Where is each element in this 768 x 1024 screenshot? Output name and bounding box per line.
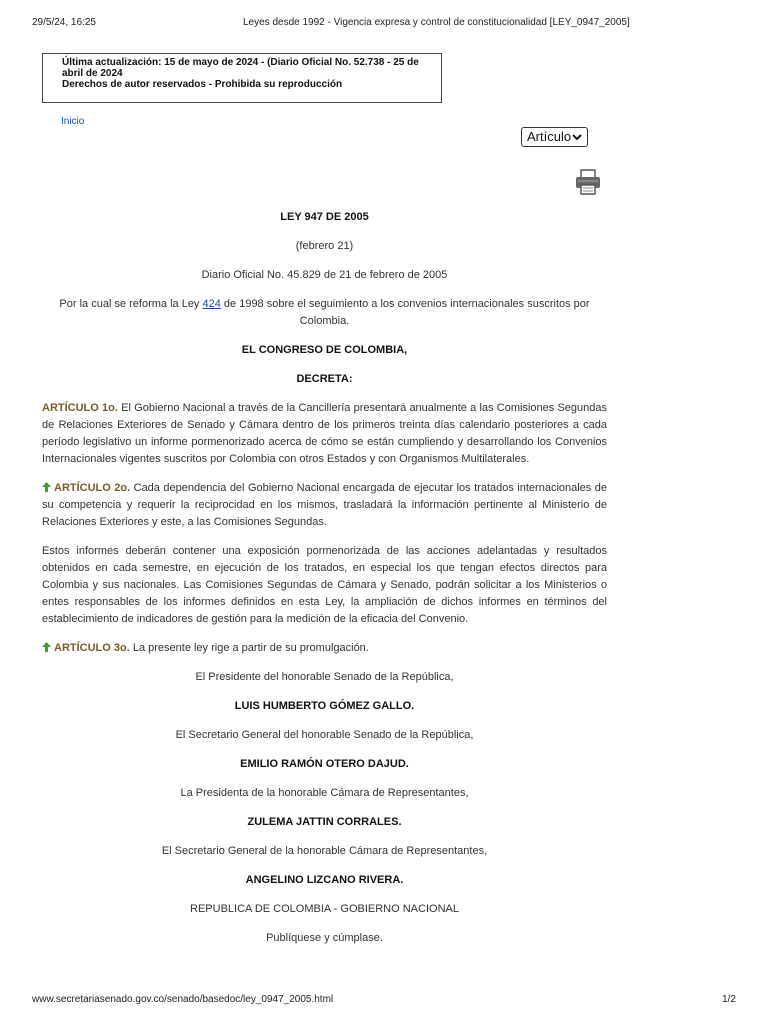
law-subject-text-end: de 1998 sobre el seguimiento a los convenios internacionales suscritos por Colombia. xyxy=(220,298,590,327)
article-1 xyxy=(42,400,607,468)
print-date: 29/5/24, 16:25 xyxy=(32,17,96,28)
page-number: 1/2 xyxy=(722,994,736,1005)
article-1-text: El Gobierno Nacional a través de la Cancillería presentará anualmente a las Comisiones Segundas de Relaciones Exteriores de Senado y Cámara dentro de los primeros treinta días calendario posteriores a cada período legislativo un informe pormenorizado acerca de cómo se están cumpliendo y desarrollando los Convenios Internacionales vigentes suscritos por Colombia con otros Estados y con Organismos Multilaterales. xyxy=(42,402,608,465)
law-subject xyxy=(42,296,607,330)
article-select-value: Artículo xyxy=(527,129,572,144)
print-title: Leyes desde 1992 - Vigencia expresa y control de constitucionalidad [LEY_0947_2005] xyxy=(243,17,630,28)
up-arrow-icon[interactable] xyxy=(42,642,51,652)
signatory-role: El Secretario General del honorable Senado de la República, xyxy=(175,729,474,741)
article-3-heading: ARTÍCULO 3o. xyxy=(54,642,130,654)
gazette-reference: Diario Oficial No. 45.829 de 21 de febrero de 2005 xyxy=(201,269,448,281)
chevron-down-icon xyxy=(572,131,582,143)
print-header xyxy=(32,17,736,31)
print-footer xyxy=(32,994,736,1008)
law-subject-text: Por la cual se reforma la Ley xyxy=(59,298,203,310)
signatory-name: ANGELINO LIZCANO RIVERA. xyxy=(245,874,404,886)
printer-icon[interactable] xyxy=(574,168,602,196)
update-notice-line: Última actualización: 15 de mayo de 2024 - (Diario Oficial No. 52.738 - 25 de abril de 2024 xyxy=(62,57,419,79)
signatory-name: ZULEMA JATTIN CORRALES. xyxy=(247,816,402,828)
article-3-text: La presente ley rige a partir de su promulgación. xyxy=(129,642,369,654)
article-2-paragraph: Estos informes deberán contener una exposición pormenorizada de las acciones adelantadas y resultados obtenidos en cada semestre, en ejecución de los tratados, en especial los que tengan efectos directos para Colombia y sus nacionales. Las Comisiones Segundas de Cámara y Senado, podrán solicitar a los Ministerios o entes responsables de los informes definidos en esta Ley, la ampliación de dichos informes en términos del establecimiento de indicadores de gestión para la medición de la eficacia del Convenio. xyxy=(42,545,607,625)
page-url: www.secretariasenado.gov.co/senado/basedoc/ley_0947_2005.html xyxy=(32,994,334,1005)
article-3 xyxy=(42,640,607,657)
law-424-link[interactable]: 424 xyxy=(202,298,221,310)
article-2-text: Cada dependencia del Gobierno Nacional encargada de ejecutar los tratados internacionales de su competencia y requerir la reciprocidad en los mismos, trasladará la información pertinente al Ministerio de Relaciones Exteriores y este, a las Comisiones Segundas. xyxy=(42,482,607,528)
up-arrow-icon[interactable] xyxy=(42,482,51,492)
article-1-heading: ARTÍCULO 1o. xyxy=(42,402,118,414)
inicio-link[interactable]: Inicio xyxy=(61,116,85,127)
update-notice-box xyxy=(42,53,442,103)
signatory-role: La Presidenta de la honorable Cámara de Representantes, xyxy=(180,787,469,799)
congress-heading: EL CONGRESO DE COLOMBIA, xyxy=(241,344,408,356)
article-2-heading: ARTÍCULO 2o. xyxy=(54,482,131,494)
signatory-name: EMILIO RAMÓN OTERO DAJUD. xyxy=(240,758,409,770)
government-line: REPUBLICA DE COLOMBIA - GOBIERNO NACIONAL xyxy=(190,903,459,915)
copyright-notice: Derechos de autor reservados - Prohibida su reproducción xyxy=(62,79,343,90)
law-title: LEY 947 DE 2005 xyxy=(280,211,369,223)
article-select[interactable] xyxy=(521,127,588,147)
decreta-heading: DECRETA: xyxy=(296,373,353,385)
signatory-role: El Secretario General de la honorable Cámara de Representantes, xyxy=(161,845,488,857)
law-document xyxy=(42,209,607,947)
law-date: (febrero 21) xyxy=(295,240,354,252)
signatory-name: LUIS HUMBERTO GÓMEZ GALLO. xyxy=(234,700,415,712)
signatory-role: El Presidente del honorable Senado de la República, xyxy=(195,671,454,683)
publish-line: Publíquese y cúmplase. xyxy=(266,932,383,944)
article-2 xyxy=(42,480,607,531)
